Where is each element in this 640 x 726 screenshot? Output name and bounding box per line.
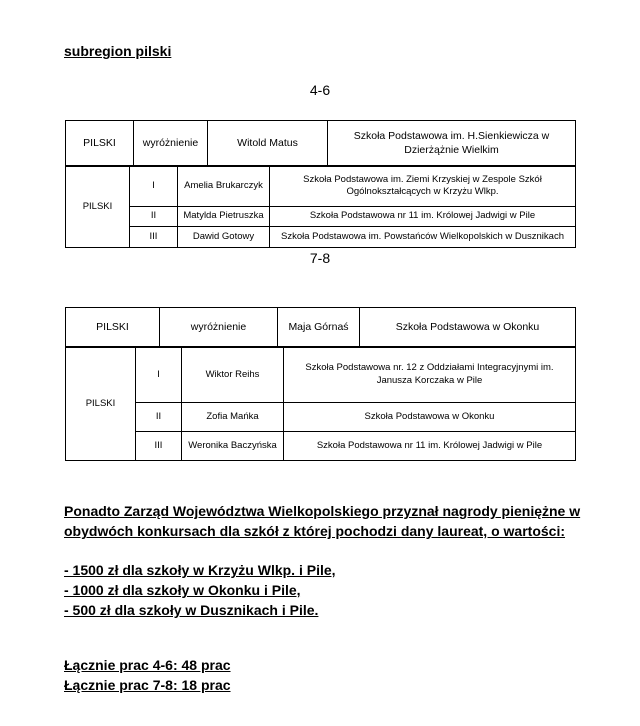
name-cell: Wiktor Reihs [182,348,284,403]
results-table-7-8 [65,347,576,461]
name-cell: Dawid Gotowy [178,227,270,248]
name-cell: Matylda Pietruszka [178,206,270,227]
results-subregion: PILSKI [66,348,136,461]
table-row [66,227,576,248]
results-table-4-6 [65,166,576,248]
distinction-table-4-6 [65,120,576,166]
distinction-name: Witold Matus [208,121,328,166]
distinction-name: Maja Górnaś [278,308,360,347]
table-row [66,167,576,207]
school-cell: Szkoła Podstawowa nr 11 im. Królowej Jadwigi w Pile [270,206,576,227]
distinction-school: Szkoła Podstawowa w Okonku [360,308,576,347]
place-cell: I [130,167,178,207]
name-cell: Weronika Baczyńska [182,432,284,461]
distinction-subregion: PILSKI [66,121,134,166]
school-cell: Szkoła Podstawowa nr 11 im. Królowej Jadwigi w Pile [284,432,576,461]
school-cell: Szkoła Podstawowa nr. 12 z Oddziałami Integracyjnymi im. Janusza Korczaka w Pile [284,348,576,403]
distinction-label: wyróżnienie [134,121,208,166]
prize-note: Ponadto Zarząd Województwa Wielkopolskiego przyznał nagrody pieniężne w obydwóch konkursach dla szkół z której pochodzi dany laureat, o wartości: [64,503,581,539]
table-row [66,206,576,227]
distinction-table-7-8 [65,307,576,347]
subregion-heading: subregion pilski [64,43,172,59]
table-row [66,348,576,403]
place-cell: II [130,206,178,227]
distinction-school: Szkoła Podstawowa im. H.Sienkiewicza w Dzierżążnie Wielkim [328,121,576,166]
place-cell: I [136,348,182,403]
place-cell: III [130,227,178,248]
table-row [66,432,576,461]
group-title-7-8: 7-8 [309,250,331,266]
distinction-subregion: PILSKI [66,308,160,347]
school-cell: Szkoła Podstawowa im. Ziemi Krzyskiej w Zespole Szkół Ogólnokształcących w Krzyżu Wlkp. [270,167,576,207]
prize-item: - 1500 zł dla szkoły w Krzyżu Wlkp. i Pile, [64,562,336,578]
table-row [66,403,576,432]
distinction-label: wyróżnienie [160,308,278,347]
name-cell: Zofia Mańka [182,403,284,432]
prize-item: - 500 zł dla szkoły w Dusznikach i Pile. [64,602,319,618]
total-7-8: Łącznie prac 7-8: 18 prac [64,677,231,693]
prize-item: - 1000 zł dla szkoły w Okonku i Pile, [64,582,301,598]
prize-list [64,560,336,620]
group-title-4-6: 4-6 [309,82,331,98]
results-subregion: PILSKI [66,167,130,248]
name-cell: Amelia Brukarczyk [178,167,270,207]
place-cell: III [136,432,182,461]
school-cell: Szkoła Podstawowa w Okonku [284,403,576,432]
school-cell: Szkoła Podstawowa im. Powstańców Wielkopolskich w Dusznikach [270,227,576,248]
total-4-6: Łącznie prac 4-6: 48 prac [64,657,231,673]
place-cell: II [136,403,182,432]
